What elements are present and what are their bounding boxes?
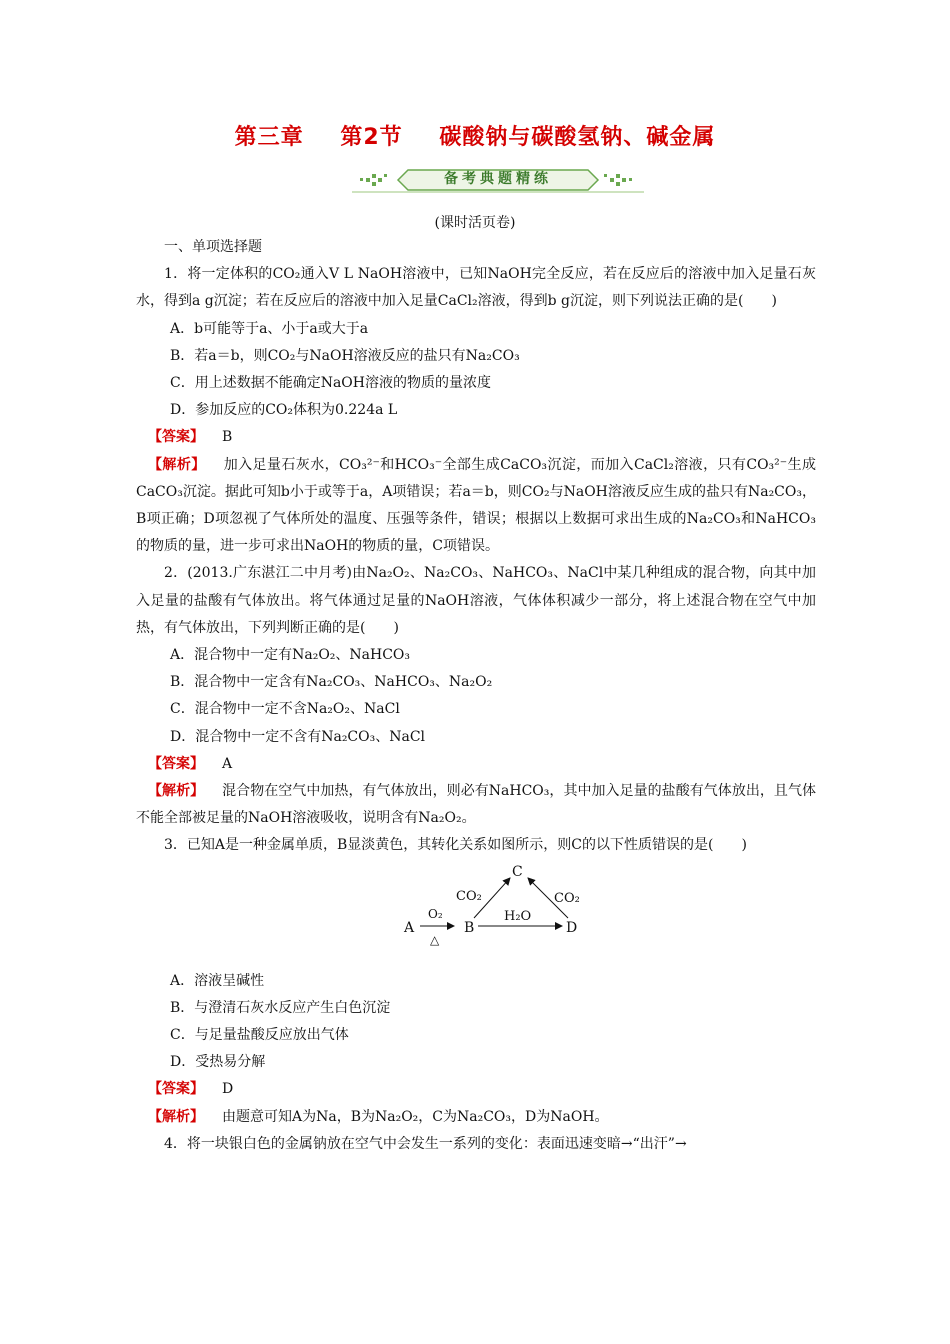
q3-option-c: C．与足量盐酸反应放出气体	[170, 1027, 349, 1044]
page-title	[0, 120, 950, 151]
q1-option-b: B．若a＝b，则CO₂与NaOH溶液反应的盐只有Na₂CO₃	[170, 347, 520, 364]
q1-option-d: D．参加反应的CO₂体积为0.224a L	[170, 402, 398, 419]
diagram-node-b: B	[464, 919, 475, 936]
q1-option-a: A．b可能等于a、小于a或大于a	[170, 320, 369, 337]
q3-option-b: B．与澄清石灰水反应产生白色沉淀	[170, 999, 391, 1016]
topic-label: 碳酸钠与碳酸氢钠、碱金属	[439, 125, 716, 150]
label-h2o: H₂O	[504, 908, 532, 924]
q3-answer	[136, 1076, 816, 1103]
section-label: 第2节	[340, 125, 403, 150]
q1-answer-value: B	[222, 429, 233, 446]
q3-analysis	[136, 1104, 816, 1131]
page-subtitle: (课时活页卷)	[434, 215, 516, 231]
q2-analysis	[136, 778, 816, 832]
answer-tag: 【答案】	[148, 755, 204, 772]
q2-analysis-text: 混合物在空气中加热，有气体放出，则必有NaHCO₃，其中加入足量的盐酸有气体放出，且气体不能全部被足量的NaOH溶液吸收，说明含有Na₂O₂。	[136, 783, 817, 827]
q2-answer-value: A	[222, 755, 233, 772]
diagram-node-c: C	[512, 863, 523, 880]
label-co2-left: CO₂	[456, 888, 482, 904]
banner-label: 备考典题精练	[444, 171, 552, 187]
q2-option-a: A．混合物中一定有Na₂O₂、NaHCO₃	[170, 647, 411, 664]
question-1-stem: 1．将一定体积的CO₂通入V L NaOH溶液中，已知NaOH完全反应，若在反应后的溶液中加入足量石灰水，得到a g沉淀；若在反应后的溶液中加入足量CaCl₂溶液，得到b g沉淀，则下列说法正确的是( )	[136, 266, 816, 310]
q2-option-d: D．混合物中一定不含有Na₂CO₃、NaCl	[170, 728, 426, 745]
analysis-tag: 【解析】	[148, 1108, 204, 1125]
analysis-tag: 【解析】	[148, 783, 205, 800]
q1-analysis	[136, 452, 816, 561]
q1-option-c: C．用上述数据不能确定NaOH溶液的物质的量浓度	[170, 375, 491, 392]
section-title: 一、单项选择题	[164, 239, 262, 255]
answer-tag: 【答案】	[148, 429, 204, 446]
q1-analysis-text: 加入足量石灰水，CO₃²⁻和HCO₃⁻全部生成CaCO₃沉淀，而加入CaCl₂溶液，只有CO₃²⁻生成CaCO₃沉淀。据此可知b小于或等于a，A项错误；若a＝b，则CO₂与NaOH溶液反应生成的盐只有Na₂CO₃，B项正确；D项忽视了气体所处的温度、压强等条件，错误；根据以上数据可求出生成的Na₂CO₃和NaHCO₃的物质的量，进一步可求出NaOH的物质的量，C项错误。	[136, 456, 817, 555]
q3-analysis-text: 由题意可知A为Na，B为Na₂O₂，C为Na₂CO₃，D为NaOH。	[222, 1108, 609, 1125]
section-banner	[352, 166, 644, 194]
q3-option-a: A．溶液呈碱性	[170, 972, 265, 989]
q2-answer	[136, 751, 816, 778]
label-co2-right: CO₂	[554, 890, 580, 906]
q3-answer-value: D	[222, 1081, 234, 1098]
label-o2: O₂	[428, 906, 443, 921]
q2-option-c: C．混合物中一定不含Na₂O₂、NaCl	[170, 701, 400, 718]
question-4-stem: 4．将一块银白色的金属钠放在空气中会发生一系列的变化：表面迅速变暗→“出汗”→	[164, 1135, 687, 1152]
analysis-tag: 【解析】	[148, 456, 206, 473]
chapter-label: 第三章	[234, 125, 304, 150]
diagram-node-a: A	[404, 919, 415, 936]
q3-option-d: D．受热易分解	[170, 1054, 266, 1071]
conversion-diagram	[136, 860, 816, 968]
document-body	[136, 234, 816, 1158]
question-3-stem: 3．已知A是一种金属单质，B显淡黄色，其转化关系如图所示，则C的以下性质错误的是( )	[164, 837, 747, 854]
answer-tag: 【答案】	[148, 1081, 204, 1098]
q2-option-b: B．混合物中一定含有Na₂CO₃、NaHCO₃、Na₂O₂	[170, 674, 493, 691]
diagram-node-d: D	[566, 919, 578, 936]
label-heat: △	[430, 932, 440, 947]
question-2-stem: 2．(2013.广东湛江二中月考)由Na₂O₂、Na₂CO₃、NaHCO₃、NaCl中某几种组成的混合物，向其中加入足量的盐酸有气体放出。将气体通过足量的NaOH溶液，气体体积减少一部分，将上述混合物在空气中加热，有气体放出，下列判断正确的是( )	[136, 565, 816, 636]
q1-answer	[136, 424, 816, 451]
